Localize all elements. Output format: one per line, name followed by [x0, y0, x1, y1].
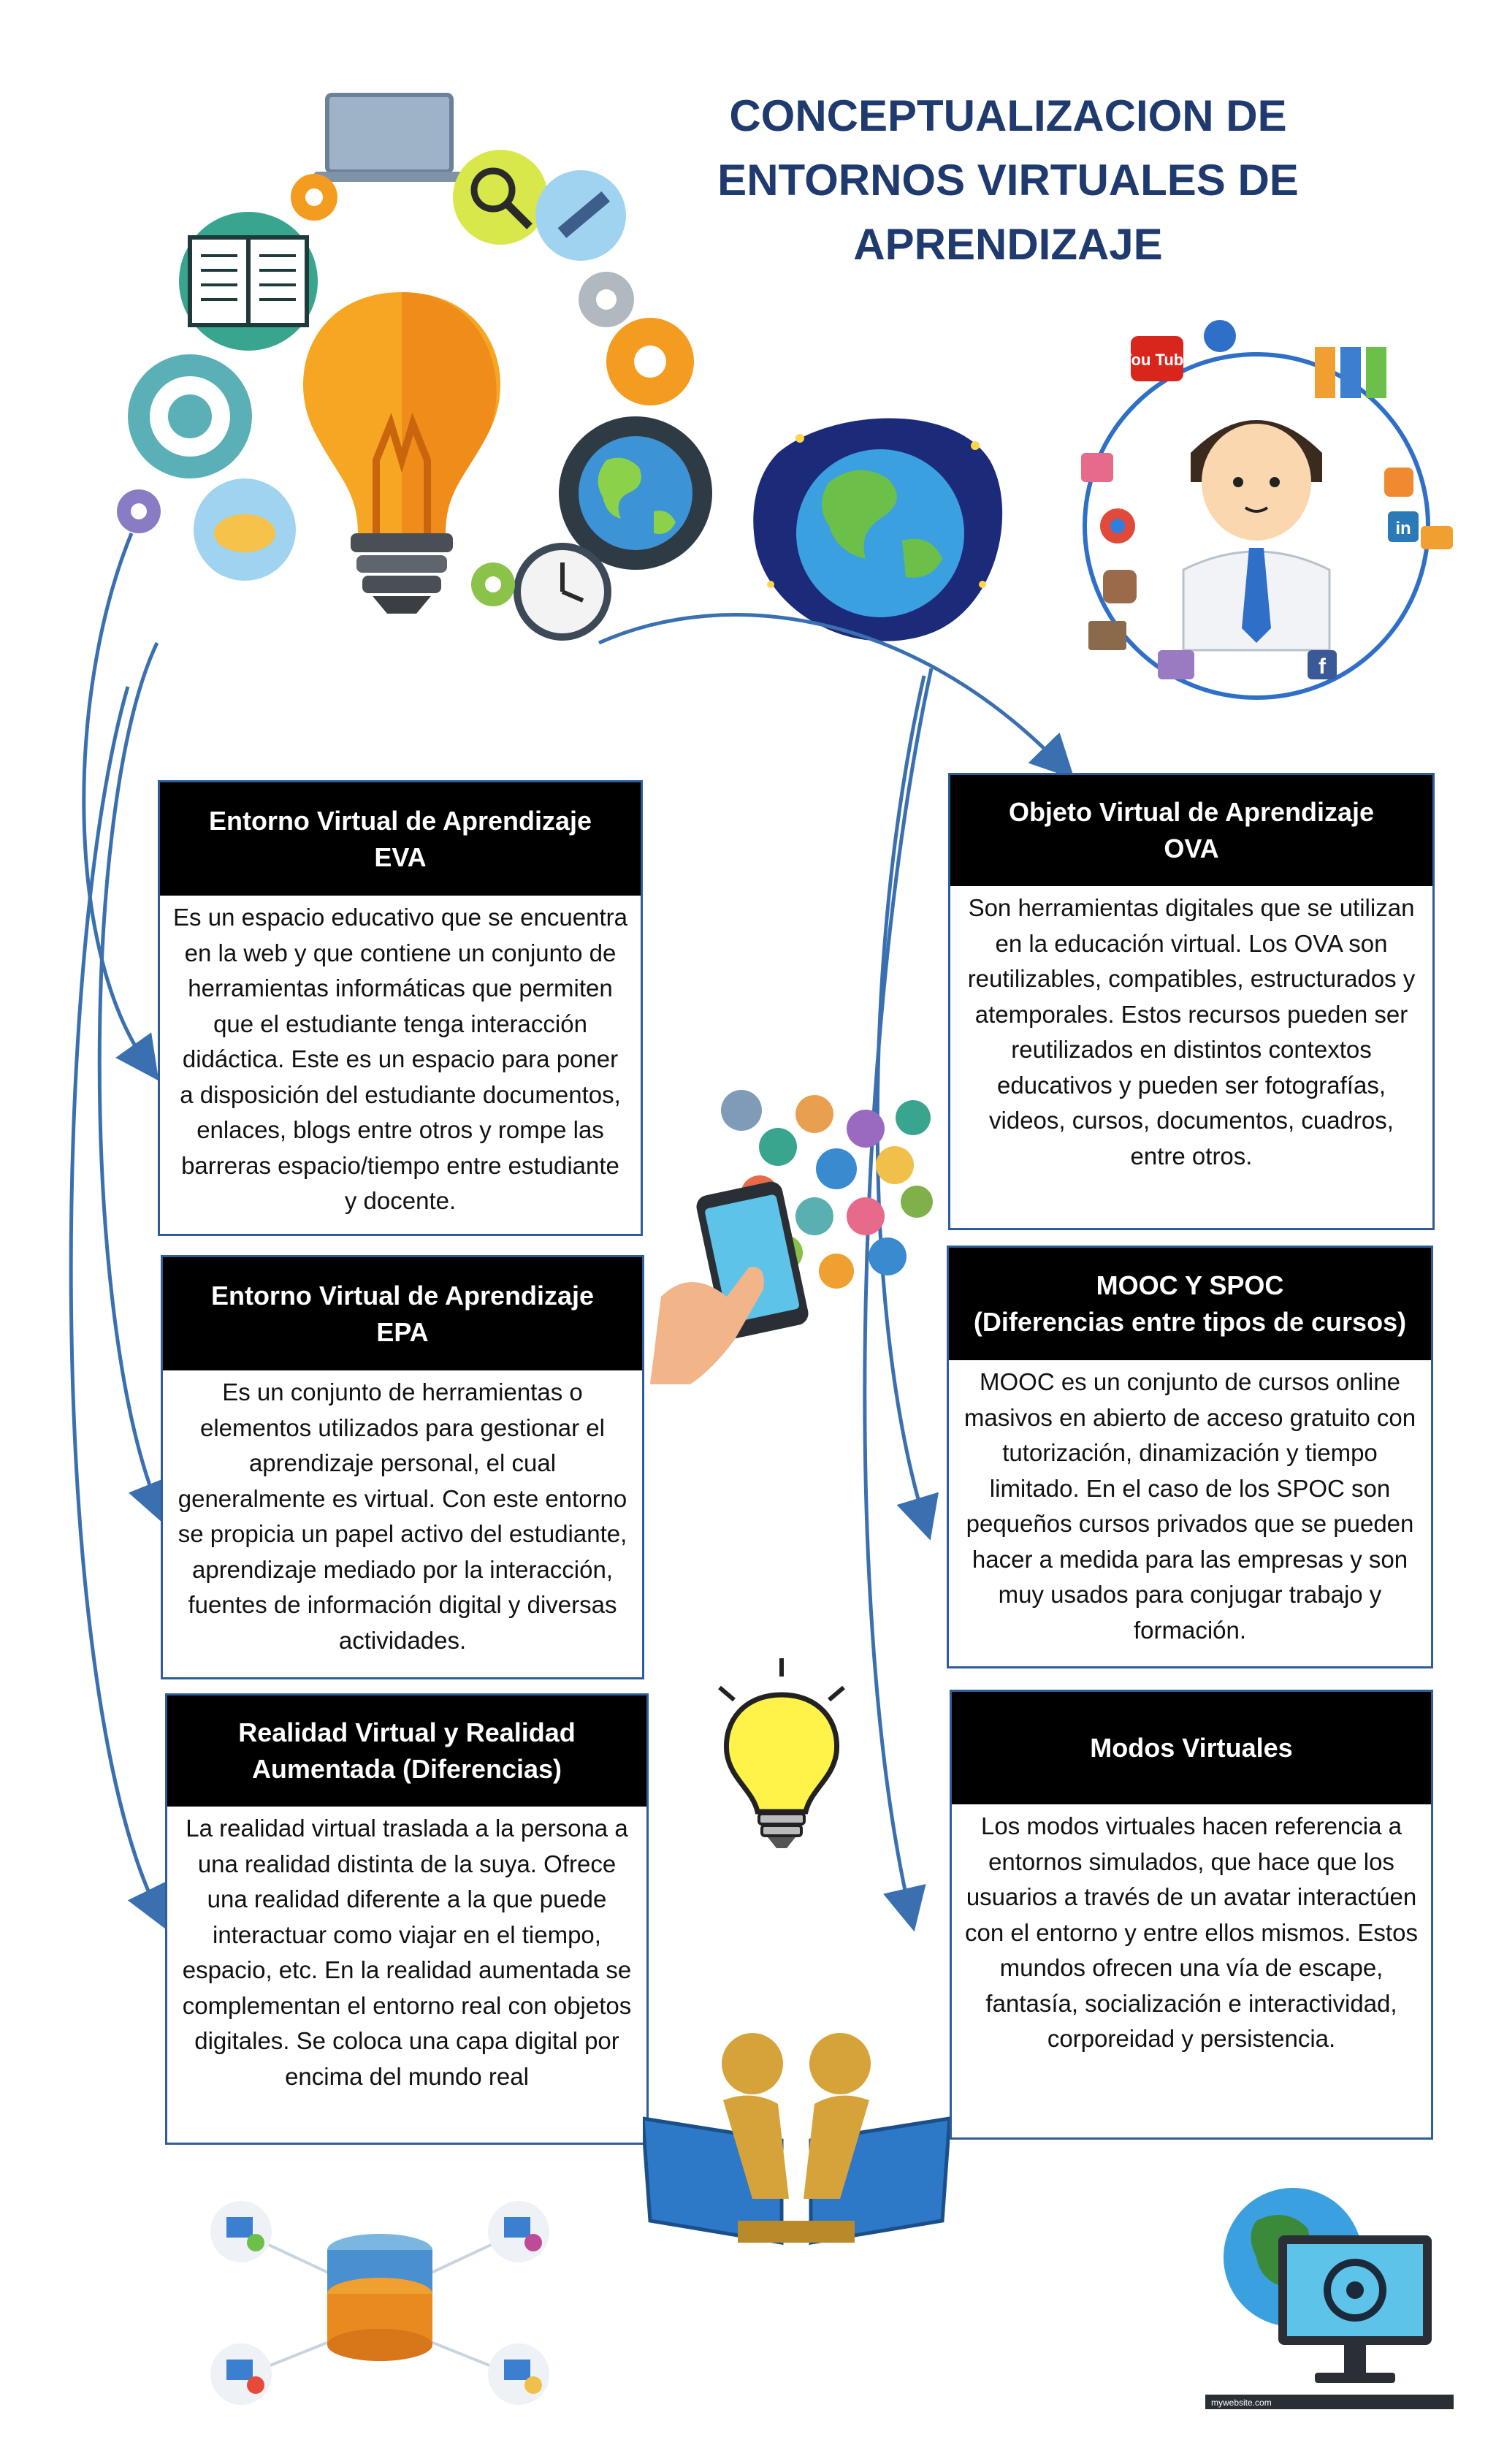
card-title: Modos Virtuales	[1090, 1733, 1293, 1763]
card-header	[167, 1696, 646, 1807]
card-text: Son herramientas digitales que se utilizan en la educación virtual. Los OVA son reutilizables, compatibles, estructurados y atemporales. Estos recursos pueden ser reutilizados en distintos contextos educativos y pueden ser fotografías, videos, cursos, documentos, cuadros, entre otros.	[967, 894, 1416, 1170]
card-subtitle: (Diferencias entre tipos de cursos)	[973, 1307, 1407, 1337]
card-realidad-virtual	[165, 1693, 649, 2145]
card-title: Realidad Virtual y Realidad	[238, 1717, 576, 1747]
card-title: Entorno Virtual de Aprendizaje	[208, 805, 592, 836]
card-text: MOOC es un conjunto de cursos online masivos en abierto de acceso gratuito con tutorización, dinamización y tiempo limitado. En el caso de los SPOC son pequeños cursos privados que se pueden hacer a medida para las empresas y son muy usados para conjugar trabajo y formación.	[963, 1368, 1416, 1644]
card-text: La realidad virtual traslada a la persona a una realidad distinta de la suya. Ofrece una realidad diferente a la que puede interactuar como viajar en el tiempo, espacio, etc. En la realidad aumentada se complementan el entorno real con objetos digitales. Se coloca una capa digital por encima del mundo real	[182, 1815, 632, 2090]
card-subtitle: OVA	[1164, 834, 1219, 863]
brand-watermark	[1205, 2395, 1454, 2409]
card-modos-virtuales	[950, 1690, 1433, 2140]
card-ova	[948, 773, 1435, 1230]
card-text: Es un espacio educativo que se encuentra en la web y que contiene un conjunto de herramientas informáticas que permiten que el estudiante tenga interacción didáctica. Este es un espacio para poner a disposición del estudiante documentos, enlaces, blogs entre otros y rompe las barreras espacio/tiempo entre estudiante y docente.	[173, 904, 627, 1214]
globe-monitor-illustration	[1205, 2177, 1468, 2411]
title-line-1: CONCEPTUALIZACION DE	[729, 91, 1287, 140]
card-subtitle: EPA	[376, 1316, 429, 1347]
card-title: Entorno Virtual de Aprendizaje	[210, 1280, 595, 1311]
svg-text:You Tube: You Tube	[1121, 351, 1193, 369]
card-header	[163, 1257, 642, 1370]
card-title: MOOC Y SPOC	[1096, 1270, 1284, 1300]
card-header	[950, 775, 1432, 886]
database-icon	[327, 2234, 432, 2361]
card-text: Es un conjunto de herramientas o elementos utilizados para gestionar el aprendizaje personal, el cual generalmente es virtual. Con este entorno se propicia un papel activo del estudiante, aprendizaje mediado por la interacción, fuentes de información digital y diversas actividades.	[178, 1378, 627, 1654]
laptop-icon	[643, 2118, 950, 2243]
title-line-3: APRENDIZAJE	[853, 220, 1163, 269]
card-subtitle: Aumentada (Diferencias)	[251, 1754, 562, 1784]
idea-bulb-illustration	[705, 1655, 866, 1852]
lightbulb-icon	[726, 1695, 836, 1848]
card-title: Objeto Virtual de Aprendizaje	[1008, 797, 1375, 827]
monitor-icon	[1278, 2235, 1432, 2383]
card-header	[949, 1248, 1431, 1360]
svg-text:in: in	[1395, 519, 1411, 538]
phone-apps-illustration	[646, 1077, 939, 1384]
arrow-to-ova	[599, 615, 1059, 763]
svg-text:f: f	[1318, 655, 1326, 679]
connected-figures-illustration	[643, 2031, 950, 2250]
database-network-illustration	[190, 2192, 570, 2411]
card-eva	[158, 780, 643, 1236]
card-subtitle: EVA	[374, 842, 427, 872]
svg-text:mywebsite.com: mywebsite.com	[1211, 2398, 1272, 2408]
card-header	[160, 782, 641, 896]
card-text: Los modos virtuales hacen referencia a entornos simulados, que hace que los usuarios a través de un avatar interactúen con el entorno y entre ellos mismos. Estos mundos ofrecen una vía de escape, fantasía, socialización e interactividad, corporeidad y persistencia.	[965, 1812, 1418, 2052]
card-epa	[161, 1255, 644, 1679]
title-line-2: ENTORNOS VIRTUALES DE	[717, 156, 1299, 205]
card-header	[952, 1692, 1431, 1804]
card-mooc-spoc	[947, 1246, 1433, 1668]
